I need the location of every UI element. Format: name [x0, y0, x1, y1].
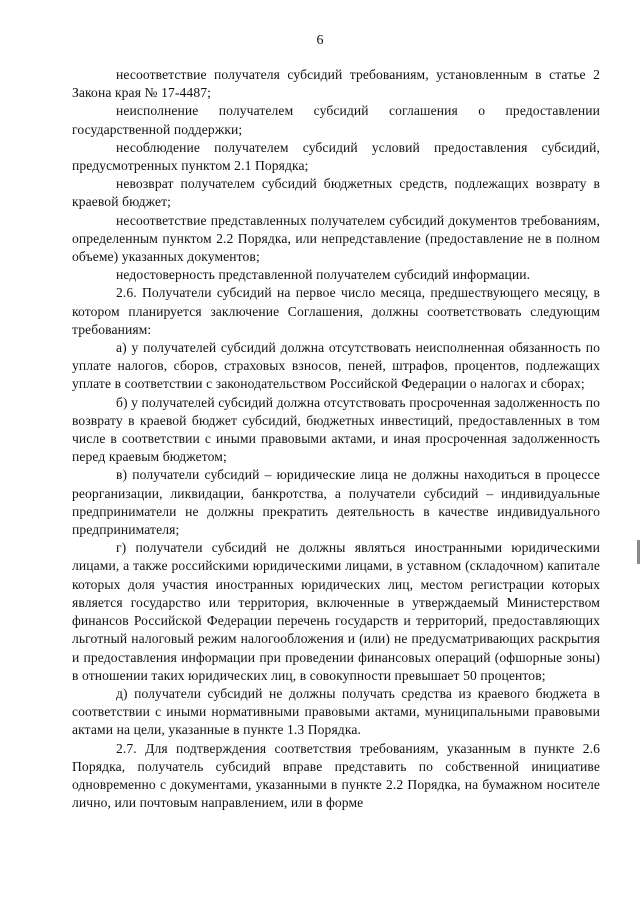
paragraph-item-g: г) получатели субсидий не должны являться иностранными юридическими лицами, а также российскими юридическими лицами, в уставном (складочном) капитале которых доля участия иностранных юридических лиц, местом регистрации которых является государство или территория, включенные в утверждаемый Министерством финансов Российской Федерации перечень государств и территорий, предоставляющих льготный налоговый режим налогообложения и (или) не предусматривающих раскрытия и предоставления информации при проведении финансовых операций (офшорные зоны) в отношении таких юридических лиц, в совокупности превышает 50 процентов; [72, 540, 600, 683]
paragraph-funds-nonreturn: невозврат получателем субсидий бюджетных средств, подлежащих возврату в краевой бюджет; [72, 176, 600, 210]
paragraph-documents-mismatch: несоответствие представленных получателем субсидий документов требованиям, определенным пунктом 2.2 Порядка, или непредставление (предоставление не в полном объеме) указанных документов; [72, 212, 600, 265]
paragraph-section-2-7: 2.7. Для подтверждения соответствия требованиям, указанным в пункте 2.6 Порядка, получатель субсидий вправе представить по собственной инициативе одновременно с документами, указанными в пункте 2.2 Порядка, на бумажном носителе лично, или почтовым направлением, или в форме [72, 740, 600, 811]
page-body [72, 66, 600, 812]
paragraph-false-information: недостоверность представленной получателем субсидий информации. [116, 267, 531, 283]
paragraph-conditions-noncompliance: несоблюдение получателем субсидий условий предоставления субсидий, предусмотренных пунктом 2.1 Порядка; [72, 139, 600, 174]
paragraph-section-2-6: 2.6. Получатели субсидий на первое число месяца, предшествующего месяцу, в котором планируется заключение Соглашения, должны соответствовать следующим требованиям: [72, 285, 600, 337]
paragraph-item-b: б) у получателей субсидий должна отсутствовать просроченная задолженность по возврату в краевой бюджет субсидий, бюджетных инвестиций, предоставленных в том числе в соответствии с иными правовыми актами, и иная просроченная задолженность перед краевым бюджетом; [72, 394, 600, 465]
paragraph-item-d: д) получатели субсидий не должны получать средства из краевого бюджета в соответствии с иными нормативными правовыми актами, муниципальными правовыми актами на цели, указанные в пункте 1.3 Порядка. [72, 685, 600, 738]
paragraph-item-v: в) получатели субсидий – юридические лица не должны находиться в процессе реорганизации, ликвидации, банкротства, а получатели субсидий – индивидуальные предприниматели не должны прекратить деятельность в качестве индивидуального предпринимателя; [72, 467, 600, 538]
page-number: 6 [316, 33, 324, 48]
paragraph-item-a: а) у получателей субсидий должна отсутствовать неисполненная обязанность по уплате налогов, сборов, страховых взносов, пеней, штрафов, процентов, подлежащих уплате в соответствии с законодательством Российской Федерации о налогах и сборах; [72, 340, 600, 392]
paragraph-mismatch-requirements: несоответствие получателя субсидий требованиям, установленным в статье 2 Закона края № 17-4487; [72, 67, 600, 101]
paragraph-agreement-nonfulfillment: неисполнение получателем субсидий соглашения о предоставлении государственной поддержки; [72, 103, 600, 137]
